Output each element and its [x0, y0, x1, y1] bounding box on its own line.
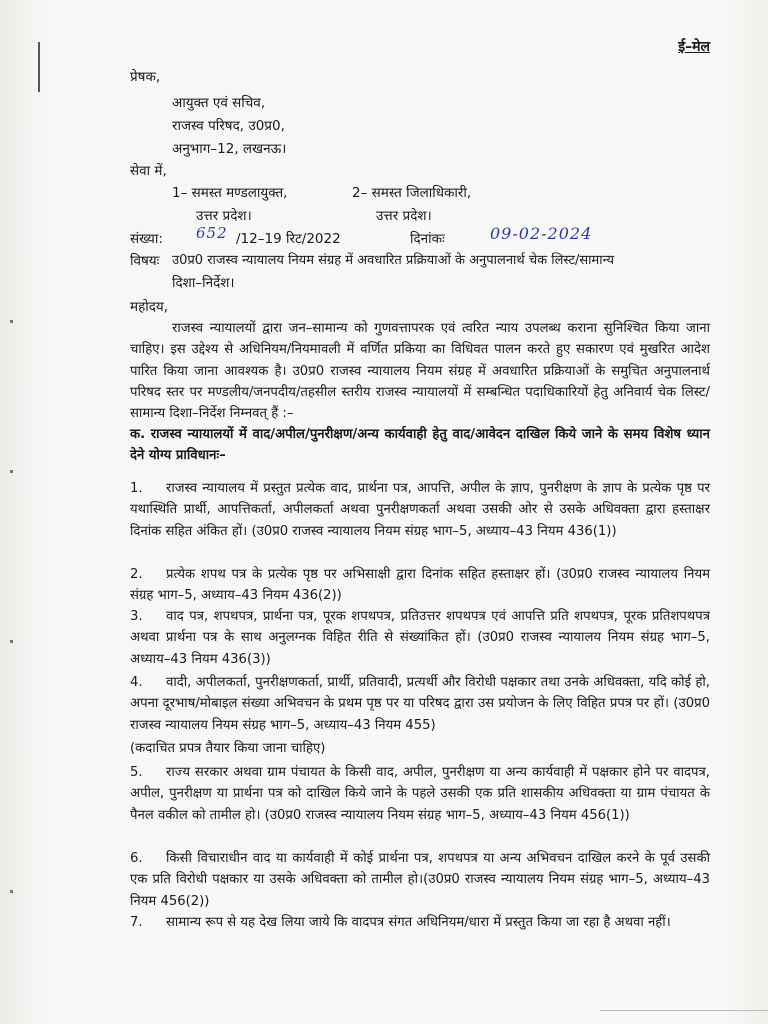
reference-number-label: संख्या: — [130, 231, 163, 247]
binder-hole — [10, 890, 13, 893]
recipient-1-line-1: 1– समस्त मण्डलायुक्त, — [172, 185, 288, 201]
item-number: 1. — [130, 481, 143, 496]
subject-line-1: उ0प्र0 राजस्व न्यायालय नियम संग्रह में अवधारित प्रक्रियाओं के अनुपालनार्थ चेक लिस्ट/सामान्य — [172, 253, 615, 268]
recipient-2-line-1: 2– समस्त जिलाधिकारी, — [352, 185, 472, 201]
item-number: 5. — [130, 765, 143, 780]
item-number: 4. — [130, 675, 143, 690]
binder-hole — [10, 320, 13, 323]
binder-mark — [38, 42, 40, 92]
item-text: राज्य सरकार अथवा ग्राम पंचायत के किसी वाद, अपील, पुनरीक्षण या अन्य कार्यवाही में पक्षकार होने पर वादपत्र, अपील, पुनरीक्षण या प्रार्थना पत्र को दाखिल किये जाने के पहले उसकी एक प्रति शासकीय अधिवक्ता या ग्राम पंचायत के पैनल वकील को तामील हो। (उ0प्र0 राजस्व न्यायालय नियम संग्रह भाग–5, अध्याय–43 नियम 456(1)) — [130, 765, 710, 823]
item-text: वादी, अपीलकर्ता, पुनरीक्षणकर्ता, प्रार्थी, प्रतिवादी, प्रत्यर्थी और विरोधी पक्षकार तथा उनके अधिवक्ता, यदि कोई हो, अपना दूरभाष/मोबाइल संख्या अभिवचन के प्रथम पृष्ठ पर या परिषद द्वारा उस प्रयोजन के लिए विहित प्रपत्र पर हों। (उ0प्र0 राजस्व न्यायालय नियम संग्रह भाग–5, अध्याय–43 नियम 455) — [130, 675, 710, 733]
list-item — [130, 912, 710, 933]
item-text: सामान्य रूप से यह देख लिया जाये कि वादपत्र संगत अधिनियम/धारा में प्रस्तुत किया जा रहा है अथवा नहीं। — [166, 915, 671, 930]
page-edge-rule — [600, 1010, 768, 1011]
item-text: वाद पत्र, शपथपत्र, प्रार्थना पत्र, पूरक शपथपत्र, प्रतिउत्तर शपथपत्र एवं आपत्ति प्रति शपथपत्र, पूरक प्रतिशपथपत्र अथवा प्रार्थना पत्र के साथ अनुलग्नक विहित रीति से संख्यांकित हों। (उ0प्र0 राजस्व न्यायालय नियम संग्रह भाग–5, अध्याय–43 नियम 436(3)) — [130, 609, 710, 667]
binder-hole — [10, 470, 13, 473]
recipient-1-line-2: उत्तर प्रदेश। — [196, 208, 252, 224]
reference-number-handwritten: 652 — [196, 224, 228, 242]
list-item — [130, 848, 710, 912]
item-text: किसी विचाराधीन वाद या कार्यवाही में कोई प्रार्थना पत्र, शपथपत्र या अन्य अभिवचन दाखिल करने के पूर्व उसकी एक प्रति विरोधी पक्षकार या उसके अधिवक्ता को तामील हो।(उ0प्र0 राजस्व न्यायालय नियम संग्रह भाग–5, अध्याय–43 नियम 456(2)) — [130, 851, 710, 909]
binder-hole — [10, 640, 13, 643]
sender-label: प्रेषक, — [130, 69, 161, 85]
subject-label: विषयः — [130, 253, 160, 269]
sender-line-3: अनुभाग–12, लखनऊ। — [172, 141, 287, 157]
list-item — [130, 762, 710, 826]
list-note — [130, 738, 710, 759]
sender-line-1: आयुक्त एवं सचिव, — [172, 95, 266, 111]
item-number: 7. — [130, 915, 143, 930]
item-number: 3. — [130, 609, 143, 624]
salutation: महोदय, — [130, 299, 169, 315]
reference-number-suffix: /12–19 रिट/2022 — [236, 231, 341, 247]
intro-paragraph: राजस्व न्यायालयों द्वारा जन–सामान्य को गुणवत्तापरक एवं त्वरित न्याय उपलब्ध कराना सुनिश्चित किया जाना चाहिए। इस उद्देश्य से अधिनियम/नियमावली में वर्णित प्रकिया का विधिवत पालन करते हुए सकारण एवं मुखरित आदेश पारित किया जाना आवश्यक है। उ0प्र0 राजस्व न्यायालय नियम संग्रह में अवधारित प्रक्रियाओं के समुचित अनुपालनार्थ परिषद स्तर पर मण्डलीय/जनपदीय/तहसील स्तरीय राजस्व न्यायालयों में सम्बन्धित पदाधिकारियों हेतु अनिवार्य चेक लिस्ट/सामान्य दिशा–निर्देश निम्नवत् हैं :– — [130, 321, 710, 422]
list-item — [130, 672, 710, 736]
date-handwritten: 09-02-2024 — [490, 224, 593, 243]
item-number: 2. — [130, 567, 143, 582]
list-item — [130, 564, 710, 607]
item-text: प्रत्येक शपथ पत्र के प्रत्येक पृष्ठ पर अभिसाक्षी द्वारा दिनांक सहित हस्ताक्षर हों। (उ0प्र0 राजस्व न्यायालय नियम संग्रह भाग–5, अध्याय–43 नियम 436(2)) — [130, 567, 710, 604]
subject-line-2: दिशा–निर्देश। — [172, 275, 235, 291]
sender-line-2: राजस्व परिषद, उ0प्र0, — [172, 118, 285, 134]
date-label: दिनांकः — [410, 231, 445, 247]
recipient-2-line-2: उत्तर प्रदेश। — [376, 208, 432, 224]
item-text: राजस्व न्यायालय में प्रस्तुत प्रत्येक वाद, प्रार्थना पत्र, आपत्ति, अपील के ज्ञाप, पुनरीक्षण के ज्ञाप के प्रत्येक पृष्ठ पर यथास्थिति प्रार्थी, आपत्तिकर्ता, अपीलकर्ता अथवा पुनरीक्षणकर्ता अथवा उसकी ओर से उसके अधिवक्ता द्वारा हस्ताक्षर दिनांक सहित अंकित हों। (उ0प्र0 राजस्व न्यायालय नियम संग्रह भाग–5, अध्याय–43 नियम 436(1)) — [130, 481, 710, 539]
section-heading: क. राजस्व न्यायालयों में वाद/अपील/पुनरीक्षण/अन्य कार्यवाही हेतु वाद/आवेदन दाखिल किये जाने के समय विशेष ध्यान देने योग्य प्राविधानः– — [130, 427, 710, 464]
item-text: (कदाचित प्रपत्र तैयार किया जाना चाहिए) — [130, 741, 326, 756]
item-number: 6. — [130, 851, 143, 866]
email-label: ई–मेल — [678, 39, 710, 55]
list-item — [130, 606, 710, 670]
list-item — [130, 478, 710, 542]
recipients-label: सेवा में, — [130, 163, 167, 179]
